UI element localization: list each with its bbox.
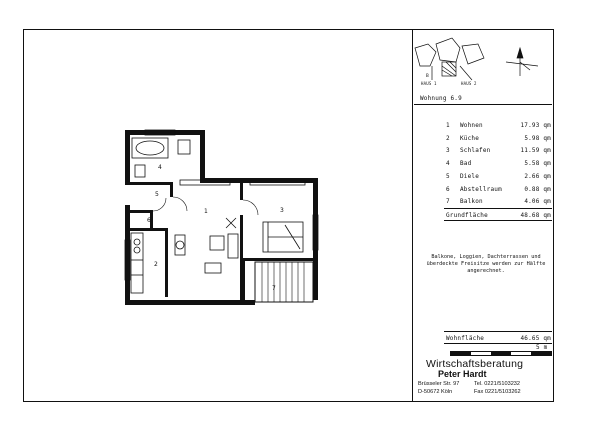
room-name: Bad xyxy=(460,160,472,167)
divider xyxy=(414,104,552,105)
room-no: 1 xyxy=(446,122,450,129)
plan-label-3: 3 xyxy=(280,207,284,214)
balcony xyxy=(255,262,313,302)
windows xyxy=(125,130,318,280)
room-area: 11.59 qm xyxy=(520,147,551,154)
room-area: 2.66 qm xyxy=(524,173,551,180)
key-plan-house-2: HAUS 2 xyxy=(461,81,477,86)
apartment-label: Wohnung 6.9 xyxy=(420,95,462,102)
divider xyxy=(444,220,552,221)
room-area: 0.88 qm xyxy=(524,186,551,193)
room-no: 6 xyxy=(446,186,450,193)
room-area: 5.98 qm xyxy=(524,135,551,142)
scale-bar xyxy=(450,351,552,356)
balcony-note: Balkone, Loggien, Dachterrassen und überdeckte Freisitze werden zur Hälfte angerechnet. xyxy=(426,254,546,274)
plan-label-1: 1 xyxy=(204,208,208,215)
room-no: 2 xyxy=(446,135,450,142)
room-name: Wohnen xyxy=(460,122,483,129)
room-name: Diele xyxy=(460,173,480,180)
wohnflaeche-value: 46.65 qm xyxy=(520,335,551,342)
company-line2: Peter Hardt xyxy=(438,369,487,379)
plan-label-6: 6 xyxy=(147,217,151,224)
company-fax: Fax 0221/5103262 xyxy=(474,389,521,395)
plan-label-5: 5 xyxy=(155,191,159,198)
room-name: Küche xyxy=(460,135,480,142)
walls xyxy=(125,130,318,305)
room-no: 7 xyxy=(446,198,450,205)
plan-label-4: 4 xyxy=(158,164,162,171)
north-arrow-icon xyxy=(506,48,538,76)
divider xyxy=(444,208,552,209)
bath-fixtures xyxy=(132,138,190,177)
room-no: 4 xyxy=(446,160,450,167)
living-furniture xyxy=(175,218,238,273)
key-plan-house-1: HAUS 1 xyxy=(421,81,437,86)
key-plan-letter: B xyxy=(426,74,429,79)
room-no: 5 xyxy=(446,173,450,180)
company-tel: Tel. 0221/5103232 xyxy=(474,381,521,387)
company-line1: Wirtschaftsberatung xyxy=(426,358,524,370)
grundflaeche-label: Grundfläche xyxy=(446,212,488,219)
room-area: 17.93 qm xyxy=(520,122,551,129)
room-name: Schlafen xyxy=(460,147,491,154)
bed xyxy=(263,222,303,252)
plan-label-2: 2 xyxy=(154,261,158,268)
grundflaeche-value: 48.68 qm xyxy=(520,212,551,219)
room-no: 3 xyxy=(446,147,450,154)
room-name: Abstellraum xyxy=(460,186,502,193)
company-street: Brüsseler Str. 97 xyxy=(418,381,460,387)
plan-label-7: 7 xyxy=(272,285,276,292)
room-area: 5.58 qm xyxy=(524,160,551,167)
wohnflaeche-label: Wohnfläche xyxy=(446,335,485,342)
room-name: Balkon xyxy=(460,198,483,205)
divider xyxy=(444,331,552,332)
room-area: 4.06 qm xyxy=(524,198,551,205)
kitchen-fixtures xyxy=(131,233,143,293)
company-city: D-50672 Köln xyxy=(418,389,453,395)
scale-label: 5 m xyxy=(536,344,548,351)
